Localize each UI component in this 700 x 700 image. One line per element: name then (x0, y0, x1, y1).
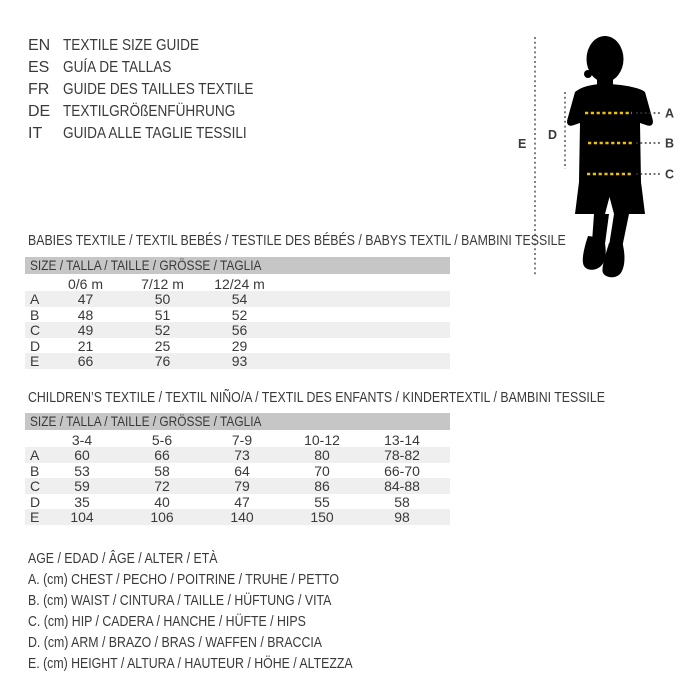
table-cell: 70 (314, 462, 330, 479)
language-row-es (28, 57, 287, 79)
children-section-heading: CHILDREN’S TEXTILE / TEXTIL NIÑO/A / TEXTIL DES ENFANTS / KINDERTEXTIL / BAMBINI TESSILE (28, 390, 605, 406)
table-row-d (25, 338, 450, 354)
language-title-list (28, 35, 287, 145)
figure-label-arm: D (548, 128, 558, 142)
table-row-c (25, 478, 450, 494)
figure-label-waist: B (665, 136, 675, 151)
child-measurement-figure (510, 28, 690, 290)
table-cell: 25 (154, 337, 171, 354)
table-cell: 50 (154, 291, 171, 307)
language-row-de (28, 101, 287, 123)
column-header: 7/12 m (141, 276, 184, 292)
table-cell: 79 (234, 478, 250, 494)
table-cell: 54 (231, 291, 248, 307)
row-label: C (30, 322, 41, 338)
babies-section-heading: BABIES TEXTILE / TEXTIL BEBÉS / TESTILE DES BÉBÉS / BABYS TEXTIL / BAMBINI TESSILE (28, 233, 566, 249)
table-cell: 106 (150, 509, 174, 525)
children-size-bar: SIZE / TALLA / TAILLE / GRÖSSE / TAGLIA (25, 413, 450, 430)
column-header: 3-4 (71, 432, 93, 448)
language-code: IT (28, 125, 43, 142)
column-header: 12/24 m (214, 276, 265, 292)
table-row-a (25, 291, 450, 307)
row-label: B (30, 306, 40, 323)
table-cell: 56 (231, 322, 248, 338)
table-row-c (25, 322, 450, 338)
legend-waist-line: B. (cm) WAIST / CINTURA / TAILLE / HÜFTUNG / VITA (28, 593, 332, 609)
table-cell: 78-82 (384, 447, 420, 463)
figure-label-height: E (518, 137, 527, 151)
children-column-header-row (25, 432, 450, 447)
language-code: FR (28, 81, 50, 98)
children-size-table (25, 432, 450, 525)
legend-height-line: E. (cm) HEIGHT / ALTURA / HAUTEUR / HÖHE / ALTEZZA (28, 656, 353, 672)
table-cell: 55 (314, 493, 330, 510)
table-cell: 47 (234, 493, 250, 510)
language-row-it (28, 123, 287, 145)
figure-label-chest: A (665, 106, 675, 121)
table-cell: 21 (77, 337, 94, 354)
language-code: DE (28, 103, 51, 120)
guide-title: TEXTILGRÖßENFÜHRUNG (63, 103, 236, 120)
row-label: C (30, 478, 41, 494)
table-cell: 53 (74, 462, 90, 479)
row-label: A (30, 291, 40, 307)
table-cell: 58 (394, 493, 410, 510)
table-cell: 76 (154, 353, 171, 369)
language-code: EN (28, 37, 51, 54)
row-label: D (30, 337, 41, 354)
table-cell: 80 (314, 447, 330, 463)
table-cell: 86 (314, 478, 330, 494)
legend-hip-line: C. (cm) HIP / CADERA / HANCHE / HÜFTE / HIPS (28, 614, 306, 630)
table-cell: 58 (154, 462, 170, 479)
table-row-e (25, 509, 450, 525)
table-cell: 73 (234, 447, 250, 463)
language-row-fr (28, 79, 287, 101)
table-row-b (25, 463, 450, 479)
table-cell: 66 (154, 447, 170, 463)
row-label: E (30, 353, 40, 369)
table-cell: 66-70 (384, 462, 420, 479)
table-row-b (25, 307, 450, 323)
guide-title: GUÍA DE TALLAS (63, 59, 172, 76)
table-cell: 104 (70, 509, 94, 525)
table-cell: 72 (154, 478, 170, 494)
table-cell: 47 (77, 291, 94, 307)
table-cell: 140 (230, 509, 254, 525)
table-cell: 93 (231, 353, 248, 369)
babies-size-table (25, 276, 450, 369)
table-cell: 84-88 (384, 478, 420, 494)
table-cell: 59 (74, 478, 90, 494)
table-cell: 35 (74, 493, 90, 510)
table-cell: 48 (77, 306, 94, 323)
table-cell: 98 (394, 509, 410, 525)
table-row-e (25, 353, 450, 369)
table-cell: 40 (154, 493, 170, 510)
babies-column-header-row (25, 276, 450, 291)
table-cell: 52 (154, 322, 171, 338)
table-cell: 66 (77, 353, 94, 369)
measurement-legend (28, 549, 410, 675)
table-cell: 150 (310, 509, 334, 525)
column-header: 13-14 (384, 432, 420, 448)
row-label: E (30, 509, 40, 525)
figure-label-hip: C (665, 167, 675, 182)
column-header: 5-6 (151, 432, 173, 448)
babies-size-bar: SIZE / TALLA / TAILLE / GRÖSSE / TAGLIA (25, 257, 450, 274)
legend-chest-line: A. (cm) CHEST / PECHO / POITRINE / TRUHE / PETTO (28, 572, 339, 588)
guide-title: TEXTILE SIZE GUIDE (63, 37, 200, 54)
table-row-a (25, 447, 450, 463)
guide-title: GUIDE DES TAILLES TEXTILE (63, 81, 254, 98)
table-row-d (25, 494, 450, 510)
language-row-en (28, 35, 287, 57)
table-cell: 64 (234, 462, 250, 479)
legend-arm-line: D. (cm) ARM / BRAZO / BRAS / WAFFEN / BRACCIA (28, 635, 323, 651)
table-cell: 60 (74, 447, 90, 463)
table-cell: 51 (154, 306, 171, 323)
table-cell: 52 (231, 306, 248, 323)
column-header: 10-12 (304, 432, 340, 448)
row-label: D (30, 493, 41, 510)
table-cell: 49 (77, 322, 94, 338)
language-code: ES (28, 59, 50, 76)
legend-age-line: AGE / EDAD / ÂGE / ALTER / ETÀ (28, 551, 218, 567)
table-cell: 29 (231, 337, 248, 354)
row-label: B (30, 462, 40, 479)
guide-title: GUIDA ALLE TAGLIE TESSILI (63, 125, 247, 142)
column-header: 7-9 (231, 432, 253, 448)
row-label: A (30, 447, 40, 463)
column-header: 0/6 m (67, 276, 103, 292)
